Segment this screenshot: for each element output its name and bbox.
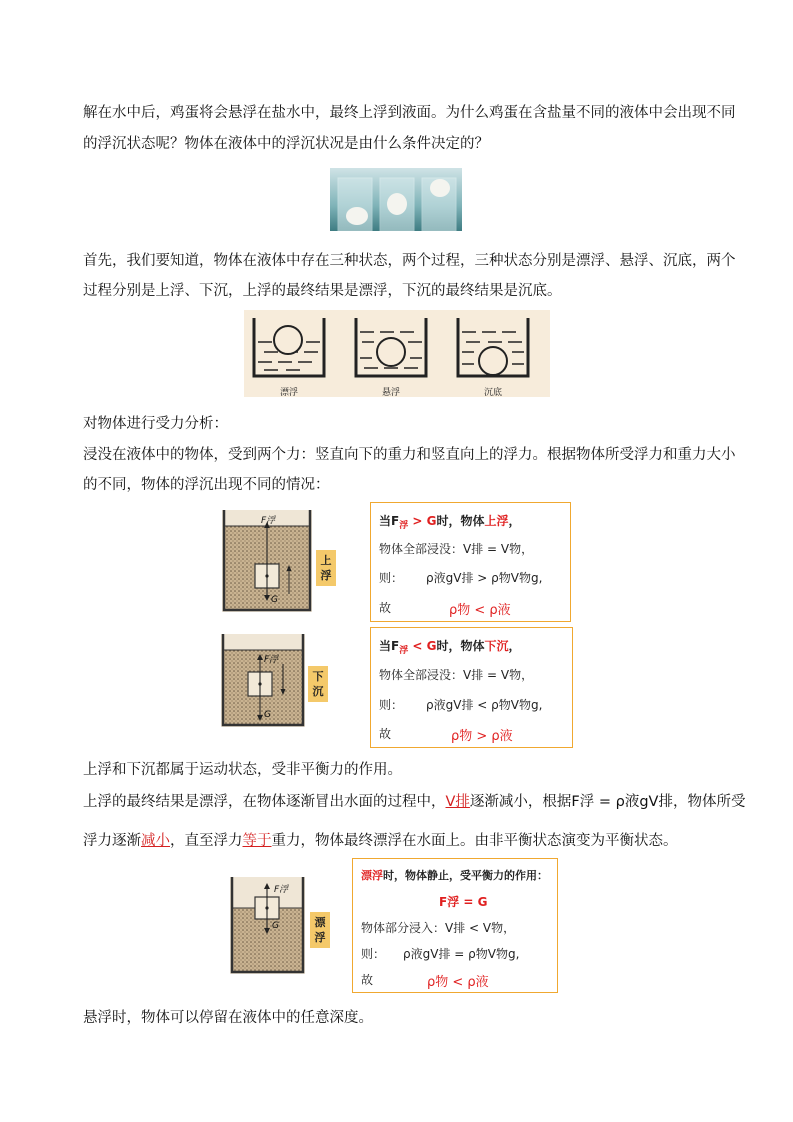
rise-line-4-label: 故 — [379, 601, 392, 615]
motion-line-2c: 逐渐减小，根据F浮 = ρ液gV排，物体所受 — [469, 794, 746, 810]
motion-line-2b: V排 — [445, 794, 470, 810]
rise-title-c: 时，物体 — [436, 514, 485, 528]
analysis-heading: 对物体进行受力分析： — [83, 416, 228, 432]
caption-sunk: 沉底 — [484, 388, 503, 398]
egg-beakers-illustration — [330, 168, 462, 231]
rise-line-3-label: 则： — [379, 571, 404, 585]
sink-line-3: ρ液gV排 < ρ物V物g, — [426, 698, 543, 712]
rise-line-4: ρ物 < ρ液 — [449, 603, 511, 618]
intro-line-2: 的浮沉状态呢？物体在液体中的浮沉状况是由什么条件决定的？ — [83, 136, 489, 152]
rise-line-2: 物体全部浸没：V排 = V物， — [379, 542, 534, 556]
float-line-3-label: 则： — [361, 947, 386, 961]
sink-title-d: 下沉 — [484, 639, 509, 653]
states-line-1: 首先，我们要知道，物体在液体中存在三种状态，两个过程，三种状态分别是漂浮、悬浮、沉底，两个 — [83, 253, 736, 269]
suspend-line-1: 悬浮时，物体可以停留在液体中的任意深度。 — [83, 1010, 373, 1026]
sink-force-gravity: G — [264, 710, 271, 720]
motion-line-3c: ，直至浮力 — [170, 833, 243, 849]
rise-title-b: > G — [408, 514, 437, 528]
three-states-figure — [244, 310, 550, 397]
motion-line-3e: 重力，物体最终漂浮在水面上。由非平衡状态演变为平衡状态。 — [271, 833, 678, 849]
sink-title-sub: 浮 — [399, 646, 409, 656]
sink-line-2: 物体全部浸没：V排 = V物， — [379, 668, 534, 682]
float-figure — [230, 877, 305, 974]
motion-line-3b: 减小 — [141, 833, 170, 849]
float-equation: F浮 = G — [439, 895, 488, 909]
float-title-b: 时，物体静止，受平衡力的作用： — [383, 869, 548, 882]
sink-label: 下沉 — [308, 666, 328, 702]
sink-figure — [221, 634, 305, 727]
rise-label: 上浮 — [316, 550, 336, 586]
egg-beakers-photo — [330, 168, 462, 231]
float-line-3: ρ液gV排 = ρ物V物g, — [403, 947, 520, 961]
rise-force-buoyancy: F浮 — [261, 516, 276, 526]
analysis-line-1: 浸没在液体中的物体，受到两个力：竖直向下的重力和竖直向上的浮力。根据物体所受浮力和重力大小 — [83, 447, 736, 463]
motion-line-2 — [83, 792, 746, 812]
float-force-gravity: G — [272, 921, 279, 931]
caption-floating: 漂浮 — [280, 388, 299, 398]
float-line-2: 物体部分浸入：V排 < V物， — [361, 921, 516, 935]
sink-title-a: 当F — [379, 639, 400, 653]
sink-force-buoyancy: F浮 — [264, 655, 279, 665]
float-label: 漂浮 — [310, 912, 330, 948]
states-line-2: 过程分别是上浮、下沉，上浮的最终结果是漂浮，下沉的最终结果是沉底。 — [83, 283, 562, 299]
sink-line-3-label: 则： — [379, 698, 404, 712]
motion-line-3d: 等于 — [242, 833, 272, 849]
sink-title-b: < G — [408, 639, 437, 653]
motion-line-3 — [83, 831, 713, 851]
sink-title-e: ， — [508, 639, 521, 653]
intro-line-1: 解在水中后，鸡蛋将会悬浮在盐水中，最终上浮到液面。为什么鸡蛋在含盐量不同的液体中会出现不同 — [83, 105, 736, 121]
rise-force-gravity: G — [271, 595, 278, 605]
motion-line-2a: 上浮的最终结果是漂浮，在物体逐渐冒出水面的过程中， — [83, 794, 446, 810]
sink-line-4: ρ物 > ρ液 — [451, 729, 513, 744]
caption-suspended: 悬浮 — [382, 388, 401, 398]
float-container-diagram — [230, 877, 305, 974]
three-states-containers — [244, 310, 550, 384]
sink-title-c: 时，物体 — [436, 639, 485, 653]
float-title-a: 漂浮 — [361, 869, 383, 882]
rise-figure — [222, 510, 312, 612]
float-condition-box — [352, 858, 558, 993]
sink-line-4-label: 故 — [379, 727, 392, 741]
float-force-buoyancy: F浮 — [274, 885, 289, 895]
sink-container-diagram — [221, 634, 305, 727]
rise-title-sub: 浮 — [399, 521, 409, 531]
motion-line-1: 上浮和下沉都属于运动状态，受非平衡力的作用。 — [83, 762, 402, 778]
rise-title-d: 上浮 — [484, 514, 509, 528]
rise-title-e: ， — [508, 514, 521, 528]
rise-title-a: 当F — [379, 514, 400, 528]
sink-condition-box — [370, 627, 573, 748]
rise-condition-box — [370, 502, 571, 622]
motion-line-3a: 浮力逐渐 — [83, 833, 141, 849]
analysis-line-2: 的不同，物体的浮沉出现不同的情况： — [83, 477, 330, 493]
rise-line-3: ρ液gV排 > ρ物V物g, — [426, 571, 543, 585]
float-line-4: ρ物 < ρ液 — [427, 975, 489, 990]
float-line-4-label: 故 — [361, 973, 374, 987]
